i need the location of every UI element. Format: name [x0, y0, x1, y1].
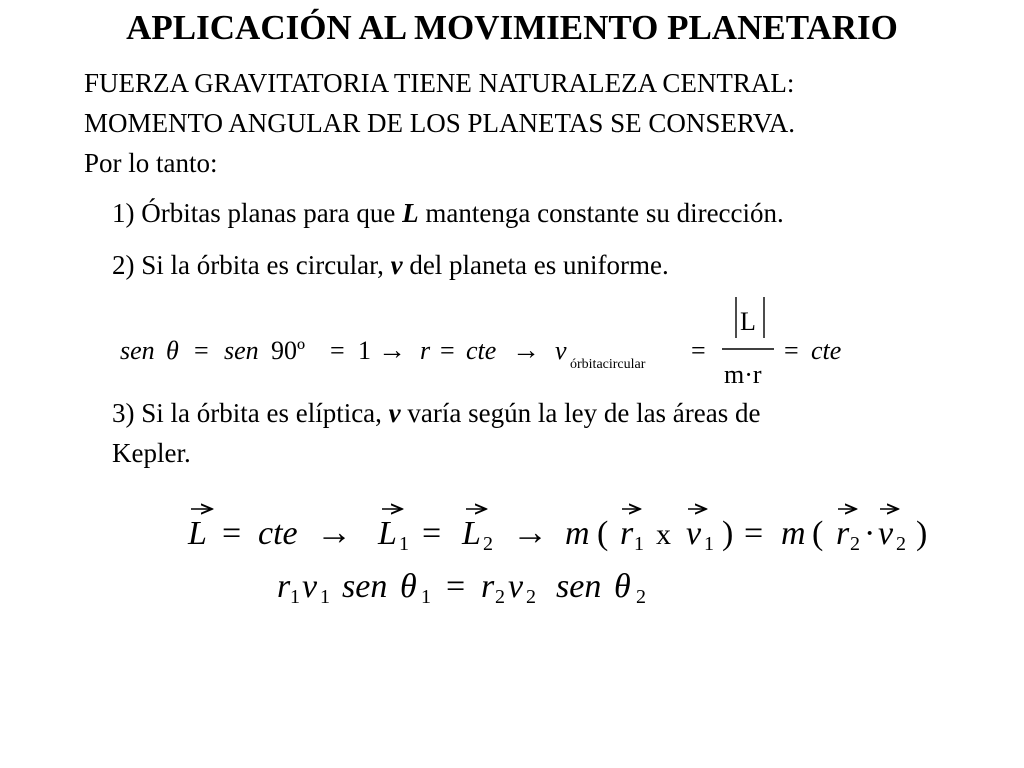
eq2-v1-sub: 1 [704, 533, 714, 555]
eq1-v-subscript: órbitacircular [570, 357, 646, 372]
eq3-r1: r [277, 568, 291, 605]
eq2-cte: cte [258, 515, 298, 552]
eq3-r2-sub: 2 [495, 586, 505, 608]
eq3-r1-sub: 1 [290, 586, 300, 608]
eq3-equals: = [446, 568, 466, 605]
eq2-r1-sub: 1 [634, 533, 644, 555]
eq3-v1: v [302, 568, 318, 605]
eq1-r: r [420, 336, 431, 365]
equation-circular-orbit [120, 297, 841, 389]
eq1-denominator: m·r [724, 360, 762, 389]
eq3-theta2-sub: 2 [636, 586, 646, 608]
equation-areas-law [277, 568, 646, 608]
eq2-L2-sub: 2 [483, 533, 493, 555]
eq3-v2: v [508, 568, 524, 605]
eq3-theta-2: θ [614, 568, 631, 605]
list-item-3-prefix: 3) Si la órbita es elíptica, [112, 398, 389, 428]
list-item-2-var: v [390, 250, 403, 280]
list-item-2-suffix: del planeta es uniforme. [402, 250, 669, 280]
list-item-1-prefix: 1) Órbitas planas para que [112, 198, 403, 228]
eq2-L2: L [462, 515, 481, 552]
eq1-equals-2: = [330, 336, 345, 365]
list-item-2-prefix: 2) Si la órbita es circular, [112, 250, 391, 280]
eq1-arrow-1: → [378, 335, 406, 366]
eq1-cte-2: cte [811, 336, 842, 365]
paragraph-line-1: FUERZA GRAVITATORIA TIENE NATURALEZA CENTRAL: [84, 68, 795, 98]
eq1-equals-5: = [784, 336, 799, 365]
eq1-cte-1: cte [466, 336, 497, 365]
eq1-equals-3: = [440, 336, 455, 365]
eq2-m-2: m [781, 515, 806, 552]
eq1-numerator-L: L [740, 307, 756, 336]
eq2-v1: v [686, 515, 702, 552]
eq2-open-2: ( [812, 515, 824, 552]
eq2-equals-2: = [422, 515, 442, 552]
eq3-v1-sub: 1 [320, 586, 330, 608]
eq2-L: L [188, 515, 207, 552]
list-item-1-suffix: mantenga constante su dirección. [418, 198, 784, 228]
eq2-close-2: ) [916, 515, 928, 552]
eq2-v2: v [878, 515, 894, 552]
eq2-r2-sub: 2 [850, 533, 860, 555]
eq2-r1: r [620, 515, 634, 552]
list-item-3-line-2: Kepler. [112, 438, 191, 468]
eq2-L1: L [378, 515, 397, 552]
list-item-3-suffix: varía según la ley de las áreas de [400, 398, 761, 428]
eq2-arrow-1: → [316, 512, 352, 552]
equation-angular-momentum [187, 509, 927, 555]
paragraph-line-3: Por lo tanto: [84, 148, 218, 178]
eq2-L1-sub: 1 [399, 533, 409, 555]
slide-title: APLICACIÓN AL MOVIMIENTO PLANETARIO [126, 8, 898, 47]
eq3-v2-sub: 2 [526, 586, 536, 608]
eq1-v: v [555, 336, 567, 365]
eq1-equals-4: = [691, 336, 706, 365]
eq3-sen-2: sen [556, 568, 602, 605]
eq2-v2-sub: 2 [896, 533, 906, 555]
eq1-sen90: sen [224, 336, 259, 365]
eq1-arrow-2: → [512, 335, 540, 366]
paragraph-line-2: MOMENTO ANGULAR DE LOS PLANETAS SE CONSERVA. [84, 108, 795, 138]
eq2-cross: x [656, 518, 671, 551]
eq1-equals-1: = [194, 336, 209, 365]
eq1-ninety: 90º [271, 336, 306, 365]
eq1-one: 1 [358, 336, 371, 365]
list-item-3-var: v [388, 398, 401, 428]
eq2-equals-3: = [744, 515, 764, 552]
eq1-theta: θ [166, 336, 179, 365]
eq2-arrow-2: → [512, 512, 548, 552]
eq3-theta1-sub: 1 [421, 586, 431, 608]
eq3-sen-1: sen [342, 568, 388, 605]
eq2-dot: · [864, 515, 876, 552]
eq3-r2: r [481, 568, 495, 605]
eq2-open-1: ( [597, 515, 609, 552]
list-item-1-var: L [402, 198, 419, 228]
eq1-sen: sen [120, 336, 155, 365]
eq3-theta-1: θ [400, 568, 417, 605]
eq2-close-1: ) [722, 515, 734, 552]
eq2-r2: r [836, 515, 850, 552]
eq2-equals-1: = [222, 515, 242, 552]
eq2-m-1: m [565, 515, 590, 552]
